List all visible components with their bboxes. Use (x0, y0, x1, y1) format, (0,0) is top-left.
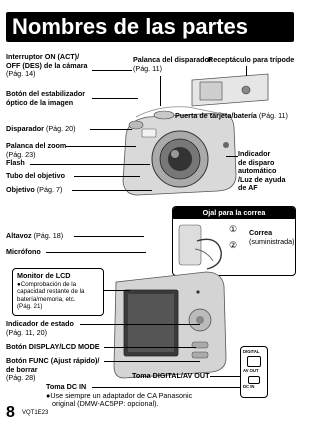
leader-line (104, 361, 200, 362)
lcd-note: ●Comprobación de la capacidad restante de la batería/memoria, etc. (Pág. 21) (17, 280, 85, 311)
strap-header: Ojal para la correa (173, 207, 295, 219)
leader-line (80, 324, 200, 325)
dcin-port[interactable] (248, 376, 260, 384)
zoom-lever-label: Palanca del zoom (Pág. 23) Flash (6, 141, 67, 168)
digital-port-label: DIGITAL (243, 349, 260, 354)
dcin-port-label: DC IN (243, 384, 255, 389)
leader-line (104, 290, 130, 291)
leader-line (246, 66, 247, 76)
camera-rear-illustration (110, 262, 230, 382)
lcd-monitor-box (12, 268, 104, 316)
card-door-label: Puerta de tarjeta/batería (Pág. 11) (175, 111, 288, 120)
release-lever-label: Palanca del disparador (Pág. 11) (133, 55, 212, 73)
af-lamp-label: Indicador de disparo automático /Luz de ayuda de AF (238, 149, 286, 193)
leader-line (92, 98, 138, 99)
lens-barrel-label: Tubo del objetivo (6, 171, 65, 180)
strap-step-1: ① (229, 224, 238, 234)
ports-panel (240, 346, 268, 398)
leader-line (46, 252, 146, 253)
func-button-label: Botón FUNC (Ajust rápido)/ de borrar (Pág. 28) (6, 356, 100, 383)
shutter-label: Disparador (Pág. 20) (6, 124, 76, 133)
leader-line (92, 387, 240, 388)
strap-step-2: ② (229, 240, 238, 250)
tripod-receptacle-label: Receptáculo para trípode (208, 55, 295, 64)
page-title: Nombres de las partes (6, 12, 294, 42)
strap-label: Correa (suministrada) (249, 228, 295, 246)
dc-in-label: Toma DC IN ●Use siempre un adaptador de CA Panasonic original (DMW-AC5PP: opcional). (46, 382, 193, 409)
mic-label: Micrófono (6, 247, 41, 256)
speaker-label: Altavoz (Pág. 18) (6, 231, 64, 240)
status-indicator-label: Indicador de estado (Pág. 11, 20) (6, 319, 74, 337)
leader-line (210, 376, 240, 377)
stabilizer-button-label: Botón del estabilizador óptico de la imagen (6, 89, 86, 107)
leader-line (30, 164, 150, 165)
leader-line (226, 156, 238, 157)
leader-line (160, 76, 161, 106)
leader-line (72, 190, 152, 191)
display-button-label: Botón DISPLAY/LCD MODE (6, 342, 100, 351)
lens-label: Objetivo (Pág. 7) (6, 185, 63, 194)
digital-port[interactable] (247, 356, 261, 367)
lcd-title: Monitor de LCD (17, 271, 71, 280)
avout-port-label: AV OUT (243, 368, 259, 373)
leader-line (104, 347, 196, 348)
leader-line (74, 176, 140, 177)
camera-bottom-illustration (190, 70, 270, 110)
onoff-switch-label: Interruptor ON (ACT)/ OFF (DES) de la cámara (Pág. 14) (6, 52, 88, 79)
leader-line (90, 129, 132, 130)
document-code: VQT1E23 (22, 410, 49, 416)
leader-line (74, 236, 144, 237)
leader-line (66, 146, 136, 147)
page-number: 8 (6, 404, 15, 421)
leader-line (92, 70, 132, 71)
digital-out-label: Toma DIGITAL/AV OUT (132, 371, 210, 380)
